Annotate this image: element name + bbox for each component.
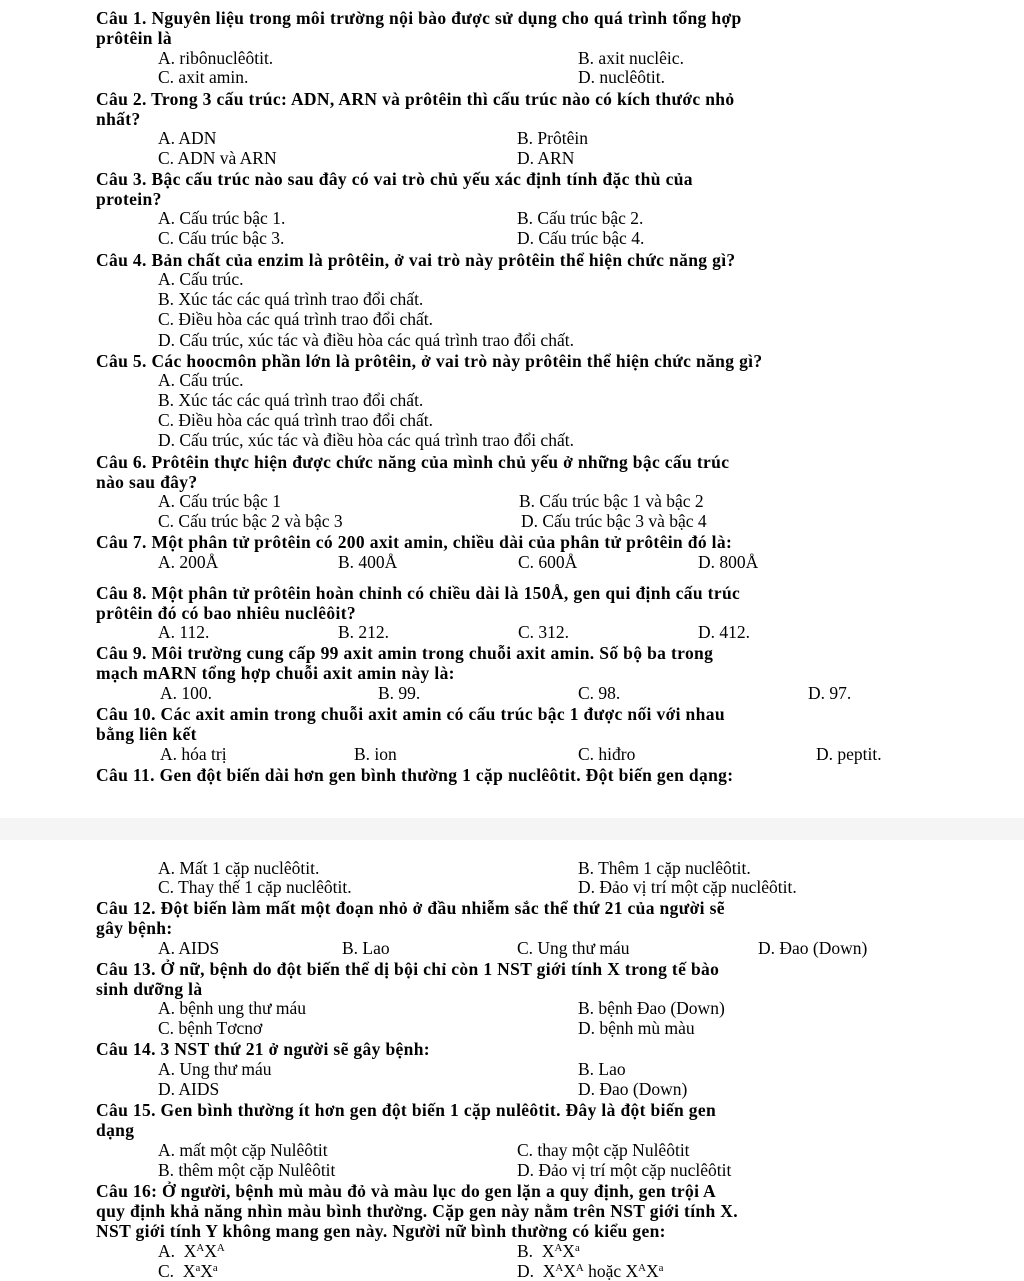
page-separator [0,818,1024,840]
q11-option-a: A. Mất 1 cặp nuclêôtit. [158,858,320,878]
q7-option-a: A. 200Å [158,552,219,572]
q3-stem-2: protein? [96,189,162,209]
q11-stem-1: Câu 11. Gen đột biến dài hơn gen bình thường 1 cặp nuclêôtit. Đột biến gen dạng: [96,765,734,785]
q12-stem-1: Câu 12. Đột biến làm mất một đoạn nhỏ ở đầu nhiễm sắc thể thứ 21 của người sẽ [96,898,725,918]
q4-stem-1: Câu 4. Bản chất của enzim là prôtêin, ở vai trò này prôtêin thể hiện chức năng gì? [96,250,736,270]
q14-stem-1: Câu 14. 3 NST thứ 21 ở người sẽ gây bệnh: [96,1039,430,1059]
q7-stem-1: Câu 7. Một phân tử prôtêin có 200 axit amin, chiều dài của phân tử prôtêin đó là: [96,532,733,552]
q10-option-b: B. ion [354,744,397,764]
q10-stem-2: bằng liên kết [96,724,197,744]
q8-option-b: B. 212. [338,622,390,642]
q15-option-a: A. mất một cặp Nulêôtit [158,1140,328,1160]
q15-stem-1: Câu 15. Gen bình thường ít hơn gen đột biến 1 cặp nulêôtit. Đây là đột biến gen [96,1100,717,1120]
q8-option-a: A. 112. [158,622,210,642]
q6-stem-1: Câu 6. Prôtêin thực hiện được chức năng của mình chủ yếu ở những bậc cấu trúc [96,452,730,472]
q11-option-c: C. Thay thế 1 cặp nuclêôtit. [158,877,352,897]
q6-option-a: A. Cấu trúc bậc 1 [158,491,281,511]
q3-option-d: D. Cấu trúc bậc 4. [517,228,645,248]
q10-option-d: D. peptit. [816,744,882,764]
q5-option-d: D. Cấu trúc, xúc tác và điều hòa các quá trình trao đổi chất. [158,430,574,450]
q15-option-b: B. thêm một cặp Nulêôtit [158,1160,336,1180]
q4-option-a: A. Cấu trúc. [158,269,244,289]
q1-option-b: B. axit nuclêic. [578,48,684,68]
q14-option-d: D. Đao (Down) [578,1079,688,1099]
q16-stem-3: NST giới tính Y không mang gen này. Người nữ bình thường có kiểu gen: [96,1221,666,1241]
q10-stem-1: Câu 10. Các axit amin trong chuỗi axit amin có cấu trúc bậc 1 được nối với nhau [96,704,725,724]
q14-option-a: A. Ung thư máu [158,1059,272,1079]
q5-option-a: A. Cấu trúc. [158,370,244,390]
q13-option-a: A. bệnh ung thư máu [158,998,307,1018]
q3-stem-1: Câu 3. Bậc cấu trúc nào sau đây có vai trò chủ yếu xác định tính đặc thù của [96,169,693,189]
q13-option-c: C. bệnh Tơcnơ [158,1018,263,1038]
q15-option-c: C. thay một cặp Nulêôtit [517,1140,690,1160]
q7-option-b: B. 400Å [338,552,398,572]
q13-stem-1: Câu 13. Ở nữ, bệnh do đột biến thể dị bội chỉ còn 1 NST giới tính X trong tế bào [96,959,720,979]
q2-option-a: A. ADN [158,128,217,148]
q12-option-a: A. AIDS [158,938,220,958]
q8-option-d: D. 412. [698,622,751,642]
q11-option-b: B. Thêm 1 cặp nuclêôtit. [578,858,751,878]
q3-option-a: A. Cấu trúc bậc 1. [158,208,286,228]
q8-option-c: C. 312. [518,622,570,642]
q4-option-c: C. Điều hòa các quá trình trao đổi chất. [158,309,434,329]
q15-stem-2: dạng [96,1120,135,1140]
q9-stem-2: mạch mARN tổng hợp chuỗi axit amin này là: [96,663,455,683]
q10-option-a: A. hóa trị [160,744,227,764]
q15-option-d: D. Đảo vị trí một cặp nuclêôtit [517,1160,732,1180]
q16-stem-2: quy định khả năng nhìn màu bình thường. Cặp gen này nằm trên NST giới tính X. [96,1201,739,1221]
q7-option-c: C. 600Å [518,552,578,572]
q6-stem-2: nào sau đây? [96,472,198,492]
q10-option-c: C. hiđro [578,744,636,764]
q16-stem-1: Câu 16: Ở người, bệnh mù màu đỏ và màu lục do gen lặn a quy định, gen trội A [96,1181,717,1201]
q9-option-a: A. 100. [160,683,213,703]
q9-option-d: D. 97. [808,683,852,703]
q12-option-d: D. Đao (Down) [758,938,868,958]
q8-stem-1: Câu 8. Một phân tử prôtêin hoàn chỉnh có chiều dài là 150Å, gen qui định cấu trúc [96,583,741,603]
q6-option-d: D. Cấu trúc bậc 3 và bậc 4 [521,511,707,531]
q1-option-c: C. axit amin. [158,67,249,87]
q16-option-d: D. $X^AX^A$ hoặc $X^AX^a$ [517,1261,664,1281]
q2-option-c: C. ADN và ARN [158,148,277,168]
q12-stem-2: gây bệnh: [96,918,173,938]
page-bottom [0,848,1024,1280]
q4-option-b: B. Xúc tác các quá trình trao đổi chất. [158,289,424,309]
q12-option-c: C. Ung thư máu [517,938,630,958]
q3-option-c: C. Cấu trúc bậc 3. [158,228,285,248]
q13-option-b: B. bệnh Đao (Down) [578,998,725,1018]
q9-option-c: C. 98. [578,683,621,703]
q6-option-c: C. Cấu trúc bậc 2 và bậc 3 [158,511,343,531]
q2-stem-1: Câu 2. Trong 3 cấu trúc: ADN, ARN và prôtêin thì cấu trúc nào có kích thước nhỏ [96,89,735,109]
q2-option-b: B. Prôtêin [517,128,588,148]
q5-option-c: C. Điều hòa các quá trình trao đổi chất. [158,410,434,430]
q14-option-b: B. Lao [578,1059,626,1079]
q6-option-b: B. Cấu trúc bậc 1 và bậc 2 [519,491,704,511]
q9-option-b: B. 99. [378,683,421,703]
q4-option-d: D. Cấu trúc, xúc tác và điều hòa các quá trình trao đổi chất. [158,330,574,350]
q2-stem-2: nhất? [96,109,141,129]
q16-option-c: C. $X^aX^a$ [158,1261,218,1281]
q13-stem-2: sinh dưỡng là [96,979,203,999]
q12-option-b: B. Lao [342,938,390,958]
q5-option-b: B. Xúc tác các quá trình trao đổi chất. [158,390,424,410]
q16-option-b: B. $X^AX^a$ [517,1241,580,1261]
q13-option-d: D. bệnh mù màu [578,1018,695,1038]
q1-option-a: A. ribônuclêôtit. [158,48,274,68]
q1-stem-1: Câu 1. Nguyên liệu trong môi trường nội bào được sử dụng cho quá trình tổng hợp [96,8,742,28]
q5-stem-1: Câu 5. Các hoocmôn phần lớn là prôtêin, ở vai trò này prôtêin thể hiện chức năng gì? [96,351,763,371]
q1-option-d: D. nuclêôtit. [578,67,665,87]
q16-option-a: A. $X^AX^A$ [158,1241,225,1261]
q11-option-d: D. Đảo vị trí một cặp nuclêôtit. [578,877,797,897]
q3-option-b: B. Cấu trúc bậc 2. [517,208,644,228]
q14-option-c: D. AIDS [158,1079,220,1099]
q1-stem-2: prôtêin là [96,28,172,48]
q9-stem-1: Câu 9. Môi trường cung cấp 99 axit amin trong chuỗi axit amin. Số bộ ba trong [96,643,714,663]
q7-option-d: D. 800Å [698,552,759,572]
q2-option-d: D. ARN [517,148,575,168]
q8-stem-2: prôtêin đó có bao nhiêu nuclêôit? [96,603,356,623]
